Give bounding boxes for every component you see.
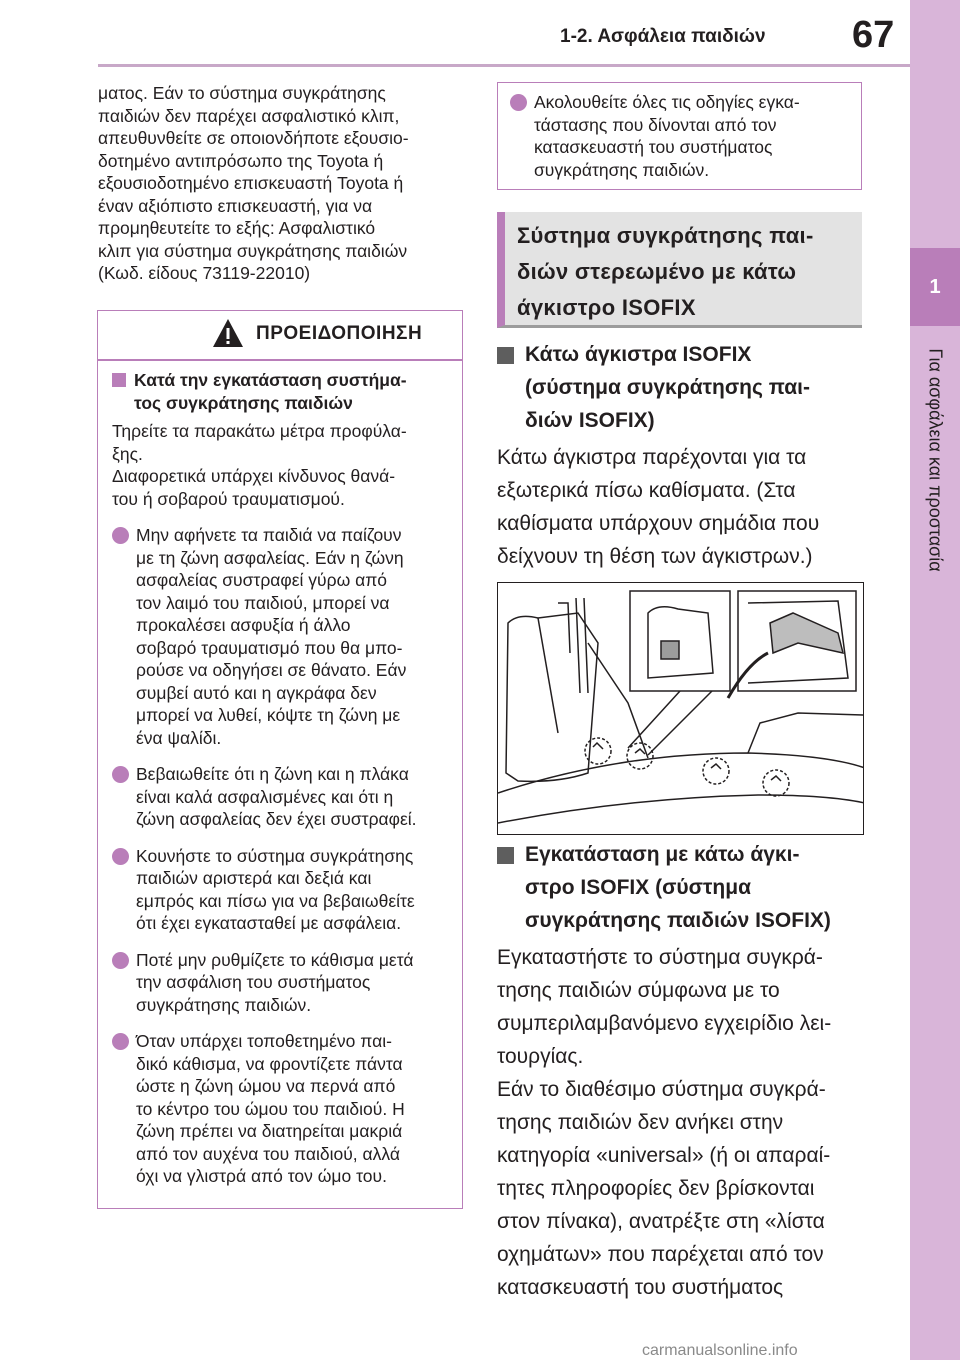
subsection-body bbox=[497, 441, 867, 573]
warning-triangle-icon bbox=[211, 317, 245, 349]
square-bullet-icon bbox=[497, 347, 514, 364]
text-line: ζώνη ασφαλείας δεν έχει συστραφεί. bbox=[136, 809, 417, 829]
text-line: δοτημένο αντιπρόσωπο της Toyota ή bbox=[98, 150, 384, 171]
text-line: κλιπ για σύστημα συγκράτησης παιδιών bbox=[98, 240, 408, 261]
text-line: καθίσματα υπάρχουν σημάδια που bbox=[497, 512, 820, 535]
text-line: έναν αξιόπιστο επισκευαστή, για να bbox=[98, 195, 373, 216]
heading-line: (σύστημα συγκράτησης παι- bbox=[525, 376, 810, 399]
text-line: ξης. bbox=[112, 443, 143, 464]
section-title: 1-2. Ασφάλεια παιδιών bbox=[560, 26, 766, 47]
text-line: μπορεί να λυθεί, κόψτε τη ζώνη με bbox=[136, 705, 401, 725]
text-line: δείχνουν τη θέση των άγκιστρων.) bbox=[497, 545, 813, 568]
text-line: Εάν το διαθέσιμο σύστημα συγκρά- bbox=[497, 1078, 826, 1101]
text-line: προμηθευτείτε το εξής: Ασφαλιστικό bbox=[98, 218, 376, 238]
heading-line: Κάτω άγκιστρα ISOFIX bbox=[525, 343, 752, 366]
text-line: τουργίας. bbox=[497, 1045, 584, 1068]
warning-intro bbox=[112, 420, 448, 510]
section-heading-line: Σύστημα συγκράτησης παι- bbox=[517, 223, 814, 248]
circle-bullet-icon bbox=[510, 94, 527, 111]
isofix-illustration bbox=[497, 582, 864, 835]
circle-bullet-icon bbox=[112, 527, 129, 544]
subsection-heading bbox=[497, 838, 867, 937]
text-line: Εγκαταστήστε το σύστημα συγκρά- bbox=[497, 946, 823, 969]
section-heading-line: διών στερεωμένο με κάτω bbox=[517, 259, 797, 284]
subsection-heading bbox=[497, 338, 867, 437]
text-line: κατασκευαστή του συστήματος bbox=[497, 1276, 784, 1299]
text-line: ώστε η ζώνη ώμου να περνά από bbox=[136, 1076, 396, 1096]
text-line: σοβαρό τραυματισμό που θα μπο- bbox=[136, 637, 403, 658]
text-line: Όταν υπάρχει τοποθετημένο παι- bbox=[136, 1031, 392, 1051]
text-line: συγκράτησης παιδιών. bbox=[534, 159, 710, 180]
text-line: την ασφάλιση του συστήματος bbox=[136, 972, 371, 992]
text-line: εμπρός και πίσω για να βεβαιωθείτε bbox=[136, 890, 415, 911]
text-line: του ή σοβαρού τραυματισμού. bbox=[112, 488, 345, 509]
rear-seat-isofix-drawing bbox=[498, 583, 864, 835]
warning-bullet bbox=[510, 91, 849, 181]
warning-continued-box bbox=[497, 82, 862, 190]
text-line: τησης παιδιών δεν ανήκει στην bbox=[497, 1111, 784, 1134]
text-line: ότι έχει εγκατασταθεί με ασφάλεια. bbox=[136, 913, 402, 933]
chapter-sidebar bbox=[910, 0, 960, 1360]
text-line: κατασκευαστή του συστήματος bbox=[534, 137, 773, 157]
text-line: Κουνήστε το σύστημα συγκράτησης bbox=[136, 845, 414, 866]
section-heading-box bbox=[497, 212, 862, 328]
text-line: από τον αυχένα του παιδιού, αλλά bbox=[136, 1143, 400, 1164]
text-line: ρούσε να οδηγήσει σε θάνατο. Εάν bbox=[136, 660, 407, 680]
circle-bullet-icon bbox=[112, 1033, 129, 1050]
circle-bullet-icon bbox=[112, 848, 129, 865]
subsection-body bbox=[497, 941, 867, 1304]
heading-line: διών ISOFIX) bbox=[525, 409, 655, 432]
text-line: στον πίνακα), ανατρέξτε στη «λίστα bbox=[497, 1210, 825, 1233]
text-line: είναι καλά ασφαλισμένες και ότι η bbox=[136, 786, 394, 807]
text-line: ζώνη πρέπει να διατηρείται μακριά bbox=[136, 1121, 403, 1141]
heading-line: στρο ISOFIX (σύστημα bbox=[525, 876, 751, 899]
page-number: 67 bbox=[852, 14, 895, 56]
text-line: Κάτω άγκιστρα παρέχονται για τα bbox=[497, 446, 807, 469]
text-line: ένα ψαλίδι. bbox=[136, 727, 222, 748]
text-line: Ποτέ μην ρυθμίζετε το κάθισμα μετά bbox=[136, 949, 414, 970]
heading-line: τος συγκράτησης παιδιών bbox=[134, 392, 353, 413]
text-line: ασφαλείας συστραφεί γύρω από bbox=[136, 570, 388, 590]
text-line: με τη ζώνη ασφαλείας. Εάν η ζώνη bbox=[136, 547, 404, 568]
subsection-lower-anchors bbox=[497, 338, 867, 573]
text-line: κατηγορία «universal» (ή οι απαραί- bbox=[497, 1144, 831, 1167]
text-line: συγκράτησης παιδιών. bbox=[136, 994, 312, 1015]
text-line: τάστασης που δίνονται από τον bbox=[534, 114, 777, 135]
text-line: τητες πληροφορίες δεν βρίσκονται bbox=[497, 1177, 815, 1200]
warning-bullet bbox=[112, 845, 448, 935]
text-line: ματος. Εάν το σύστημα συγκράτησης bbox=[98, 83, 386, 103]
warning-heading bbox=[112, 369, 448, 414]
section-heading-line: άγκιστρο ISOFIX bbox=[517, 295, 696, 320]
heading-line: συγκράτησης παιδιών ISOFIX) bbox=[525, 909, 831, 932]
subsection-installation bbox=[497, 838, 867, 1304]
text-line: παιδιών αριστερά και δεξιά και bbox=[136, 868, 372, 888]
watermark: carmanualsonline.info bbox=[642, 1342, 798, 1359]
square-bullet-icon bbox=[497, 847, 514, 864]
text-line: Μην αφήνετε τα παιδιά να παίζουν bbox=[136, 525, 402, 545]
text-line: όχι να γλιστρά από τον ώμο του. bbox=[136, 1166, 387, 1186]
warning-box bbox=[97, 310, 463, 1209]
text-line: απευθυνθείτε σε οποιονδήποτε εξουσιο- bbox=[98, 128, 409, 148]
warning-bullet bbox=[112, 949, 448, 1017]
text-line: Διαφορετικά υπάρχει κίνδυνος θανά- bbox=[112, 466, 396, 486]
text-line: οχημάτων» που παρέχεται από τον bbox=[497, 1243, 824, 1266]
text-line: Ακολουθείτε όλες τις οδηγίες εγκα- bbox=[534, 92, 800, 112]
chapter-title: Για ασφάλεια και προστασία bbox=[925, 348, 946, 572]
warning-bullet bbox=[112, 524, 448, 749]
header-divider bbox=[98, 64, 910, 67]
text-line: τον λαιμό του παιδιού, μπορεί να bbox=[136, 592, 390, 613]
text-line: Τηρείτε τα παρακάτω μέτρα προφύλα- bbox=[112, 421, 407, 441]
text-line: δικό κάθισμα, να φροντίζετε πάντα bbox=[136, 1053, 403, 1074]
warning-bullet bbox=[112, 1030, 448, 1188]
text-line: το κέντρο του ώμου του παιδιού. Η bbox=[136, 1098, 405, 1119]
text-line: Βεβαιωθείτε ότι η ζώνη και η πλάκα bbox=[136, 764, 409, 784]
text-line: εξουσιοδοτημένο επισκευαστή Toyota ή bbox=[98, 173, 404, 193]
heading-line: Εγκατάσταση με κάτω άγκι- bbox=[525, 843, 800, 866]
text-line: τησης παιδιών σύμφωνα με το bbox=[497, 979, 780, 1002]
square-bullet-icon bbox=[112, 373, 126, 387]
warning-title: ΠΡΟΕΙΔΟΠΟΙΗΣΗ bbox=[256, 323, 423, 344]
warning-bullet bbox=[112, 763, 448, 831]
text-line: συμβεί αυτό και η αγκράφα δεν bbox=[136, 682, 377, 703]
text-line: (Κωδ. είδους 73119-22010) bbox=[98, 263, 311, 283]
text-line: προκαλέσει ασφυξία ή άλλο bbox=[136, 615, 351, 635]
text-line: εξωτερικά πίσω καθίσματα. (Στα bbox=[497, 479, 796, 502]
text-line: συμπεριλαμβανόμενο εγχειρίδιο λει- bbox=[497, 1012, 832, 1035]
text-line: παιδιών δεν παρέχει ασφαλιστικό κλιπ, bbox=[98, 105, 400, 126]
chapter-number-tab: 1 bbox=[910, 248, 960, 326]
warning-header bbox=[98, 311, 462, 361]
left-body-text bbox=[98, 82, 468, 285]
circle-bullet-icon bbox=[112, 952, 129, 969]
heading-line: Κατά την εγκατάσταση συστήμα- bbox=[134, 370, 407, 390]
circle-bullet-icon bbox=[112, 766, 129, 783]
